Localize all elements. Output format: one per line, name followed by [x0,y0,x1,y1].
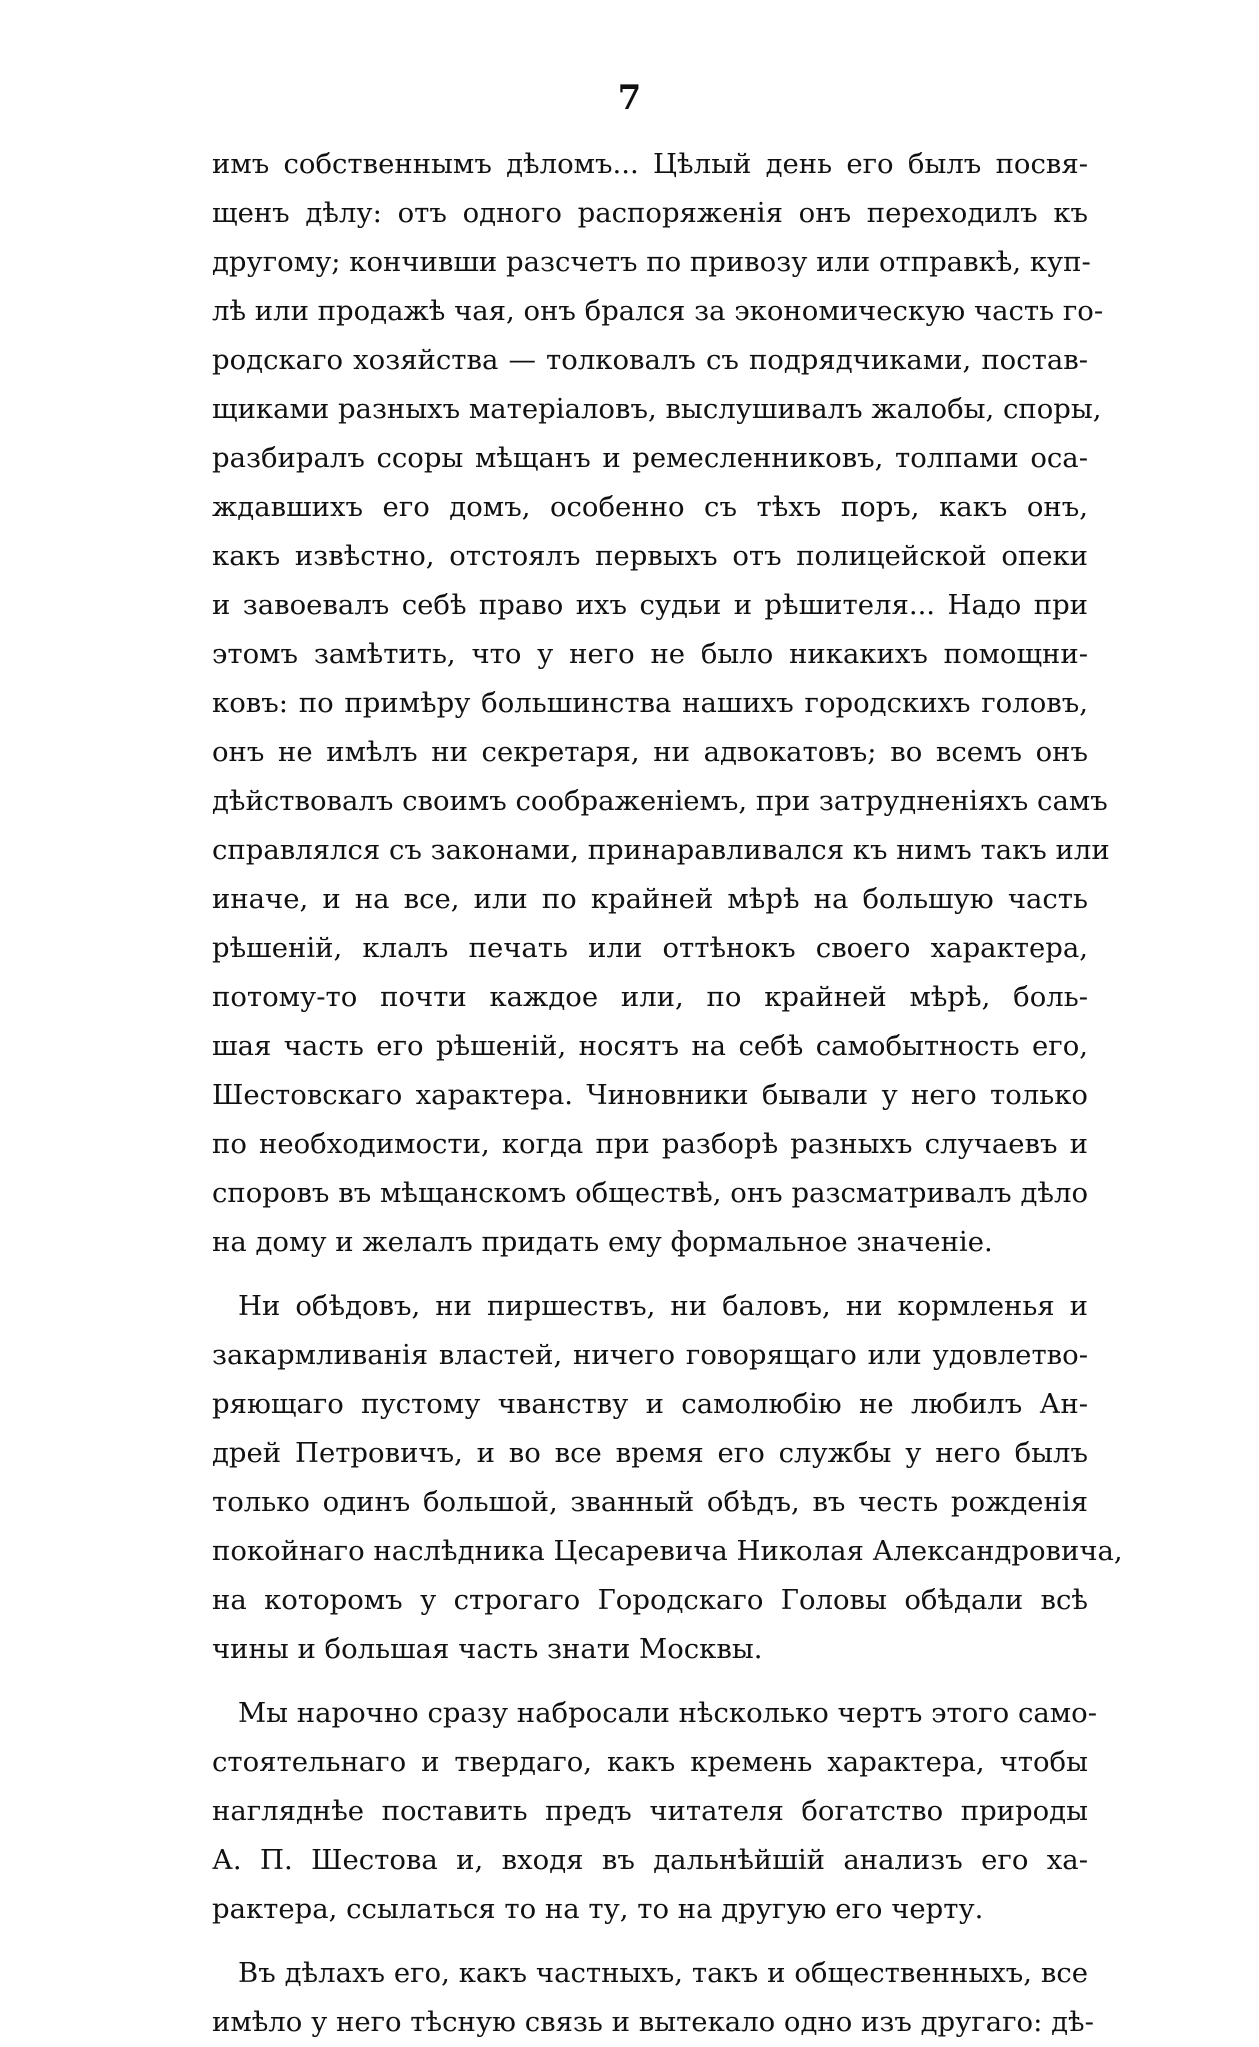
paragraph-gap [212,1267,1088,1282]
text-line: потому-то почти каждое или, по крайней мѣрѣ, боль- [212,981,1088,1013]
text-line: этомъ замѣтить, что у него не было никакихъ помощни- [212,638,1088,670]
text-line: дрей Петровичъ, и во все время его службы у него былъ [212,1437,1088,1469]
text-line: какъ извѣстно, отстоялъ первыхъ отъ полицейской опеки [212,540,1088,572]
text-line: рѣшеній, клалъ печать или оттѣнокъ своего характера, [212,932,1088,964]
text-line: только одинъ большой, званный обѣдъ, въ честь рожденія [212,1486,1088,1518]
text-line: Шестовскаго характера. Чиновники бывали у него только [212,1079,1088,1111]
paragraph-1 [212,140,1110,1267]
text-line: ковъ: по примѣру большинства нашихъ городскихъ головъ, [212,687,1088,719]
text-line: по необходимости, когда при разборѣ разныхъ случаевъ и [212,1128,1088,1160]
paragraph-gap [212,1674,1088,1689]
text-line: ждавшихъ его домъ, особенно съ тѣхъ поръ, какъ онъ, [212,491,1088,523]
text-line: другому; кончивши разсчетъ по привозу или отправкѣ, куп- [212,246,1091,278]
text-line: родскаго хозяйства — толковалъ съ подрядчиками, постав- [212,344,1088,376]
paragraph-gap [212,1934,1088,1949]
text-line: чины и большая часть знати Москвы. [212,1633,763,1665]
text-line: справлялся съ законами, принаравливался къ нимъ такъ или [212,834,1110,866]
paragraph-3 [212,1689,1097,1934]
text-line: на которомъ у строгаго Городскаго Головы обѣдали всѣ [212,1584,1088,1616]
text-line: Въ дѣлахъ его, какъ частныхъ, такъ и общественныхъ, все [238,1957,1088,1989]
text-line: иначе, и на все, или по крайней мѣрѣ на большую часть [212,883,1088,915]
text-line: шая часть его рѣшеній, носятъ на себѣ самобытность его, [212,1030,1088,1062]
text-line: ряющаго пустому чванству и самолюбію не любилъ Ан- [212,1388,1088,1420]
text-line: на дому и желалъ придать ему формальное значеніе. [212,1226,993,1258]
text-line: и завоевалъ себѣ право ихъ судьи и рѣшителя... Надо при [212,589,1088,621]
text-line: споровъ въ мѣщанскомъ обществѣ, онъ разсматривалъ дѣло [212,1177,1088,1209]
text-line: Мы нарочно сразу набросали нѣсколько чертъ этого само- [238,1697,1097,1729]
text-line: стоятельнаго и твердаго, какъ кремень характера, чтобы [212,1746,1088,1778]
text-line: закармливанія властей, ничего говорящаго или удовлетво- [212,1339,1088,1371]
text-line: Ни обѣдовъ, ни пиршествъ, ни баловъ, ни кормленья и [238,1290,1088,1322]
text-line: покойнаго наслѣдника Цесаревича Николая Александровича, [212,1535,1123,1567]
text-line: щиками разныхъ матеріаловъ, выслушивалъ жалобы, споры, [212,393,1102,425]
text-line: имѣло у него тѣсную связь и вытекало одно изъ другаго: дѣ- [212,2006,1094,2038]
text-line: дѣйствовалъ своимъ соображеніемъ, при затрудненіяхъ самъ [212,785,1108,817]
paragraph-2 [212,1282,1123,1674]
body-text [212,140,1123,2047]
text-line: лѣ или продажѣ чая, онъ брался за экономическую часть го- [212,295,1104,327]
text-line: разбиралъ ссоры мѣщанъ и ремесленниковъ, толпами оса- [212,442,1088,474]
text-line: онъ не имѣлъ ни секретаря, ни адвокатовъ; во всемъ онъ [212,736,1088,768]
text-line: А. П. Шестова и, входя въ дальнѣйшій анализъ его ха- [212,1844,1088,1876]
text-line: имъ собственнымъ дѣломъ... Цѣлый день его былъ посвя- [212,148,1088,180]
text-line: рактера, ссылаться то на ту, то на другую его черту. [212,1893,984,1925]
page-number: 7 [617,78,642,118]
paragraph-4 [212,1949,1094,2047]
text-line: щенъ дѣлу: отъ одного распоряженія онъ переходилъ къ [212,197,1088,229]
text-line: нагляднѣе поставить предъ читателя богатство природы [212,1795,1088,1827]
